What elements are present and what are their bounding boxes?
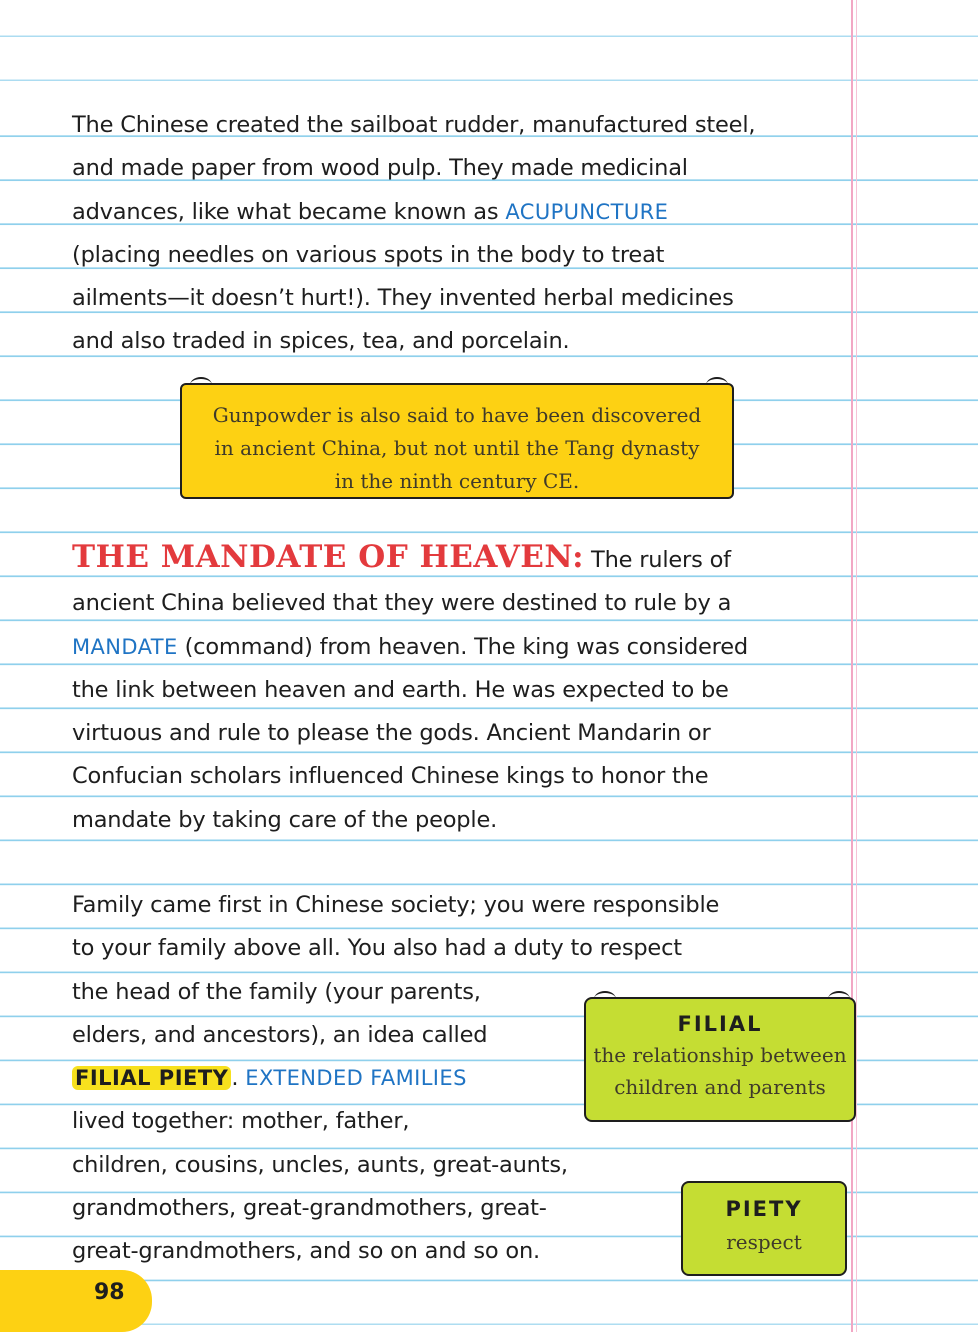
text-fragment: (command) from heaven. The king was considered [177,633,748,660]
definition-piety [681,1181,847,1276]
text-fragment: advances, like what became known as [72,198,506,225]
text-line: The Chinese created the sailboat rudder, manufactured steel, [72,112,756,138]
text-line: (placing needles on various spots in the body to treat [72,241,665,268]
vocab-term-acupuncture: ACUPUNCTURE [505,199,669,224]
margin-line [851,0,853,1332]
page-number: 98 [94,1280,125,1305]
callout-line: Gunpowder is also said to have been discovered [212,403,702,427]
text-line: Confucian scholars influenced Chinese kings to honor the [72,763,709,790]
callout-curl-decoration [828,991,850,1007]
callout-curl-decoration [706,377,728,393]
text-line: virtuous and rule to please the gods. Ancient Mandarin or [72,720,711,747]
paragraph-mandate [72,536,748,842]
text-fragment: . [231,1065,246,1092]
page-number-tab [0,1270,152,1332]
text-line: ancient China believed that they were destined to rule by a [72,590,732,617]
text-line [72,626,748,669]
text-line [72,536,748,582]
text-line: and also traded in spices, tea, and porcelain. [72,328,570,355]
vocab-term-mandate: MANDATE [72,634,178,659]
text-line [72,191,755,234]
paragraph-inventions [72,104,755,364]
text-line: and made paper from wood pulp. They made medicinal [72,155,688,182]
callout-line: in ancient China, but not until the Tang dynasty [214,436,700,460]
text-line: to your family above all. You also had a duty to respect [72,935,682,962]
margin-line-secondary [856,0,857,1332]
text-line: mandate by taking care of the people. [72,806,498,833]
text-line: lived together: mother, father, [72,1108,410,1135]
text-line: the link between heaven and earth. He was expected to be [72,676,729,703]
text-line: Family came first in Chinese society; you were responsible [72,892,720,918]
definition-word: PIETY [725,1197,803,1221]
callout-line: in the ninth century CE. [334,469,580,493]
text-line: ailments—it doesn’t hurt!). They invented herbal medicines [72,285,734,312]
text-line: great-grandmothers, and so on and so on. [72,1238,540,1265]
highlight-filial-piety: FILIAL PIETY [72,1066,231,1090]
vocab-term-extended-families: EXTENDED FAMILIES [245,1066,467,1091]
text-fragment: The rulers of [584,547,731,573]
text-line: the head of the family (your parents, [72,978,481,1005]
definition-line: children and parents [614,1075,826,1099]
gunpowder-callout [180,383,734,499]
definition-line: respect [726,1230,802,1254]
callout-curl-decoration [190,377,212,393]
section-heading: THE MANDATE OF HEAVEN: [72,539,585,575]
callout-curl-decoration [594,991,616,1007]
definition-word: FILIAL [677,1012,763,1036]
definition-line: the relationship between [593,1043,847,1067]
text-line: children, cousins, uncles, aunts, great-aunts, [72,1151,568,1178]
text-line: elders, and ancestors), an idea called [72,1021,488,1048]
text-line: grandmothers, great-grandmothers, great- [72,1195,547,1222]
definition-filial [584,997,856,1122]
